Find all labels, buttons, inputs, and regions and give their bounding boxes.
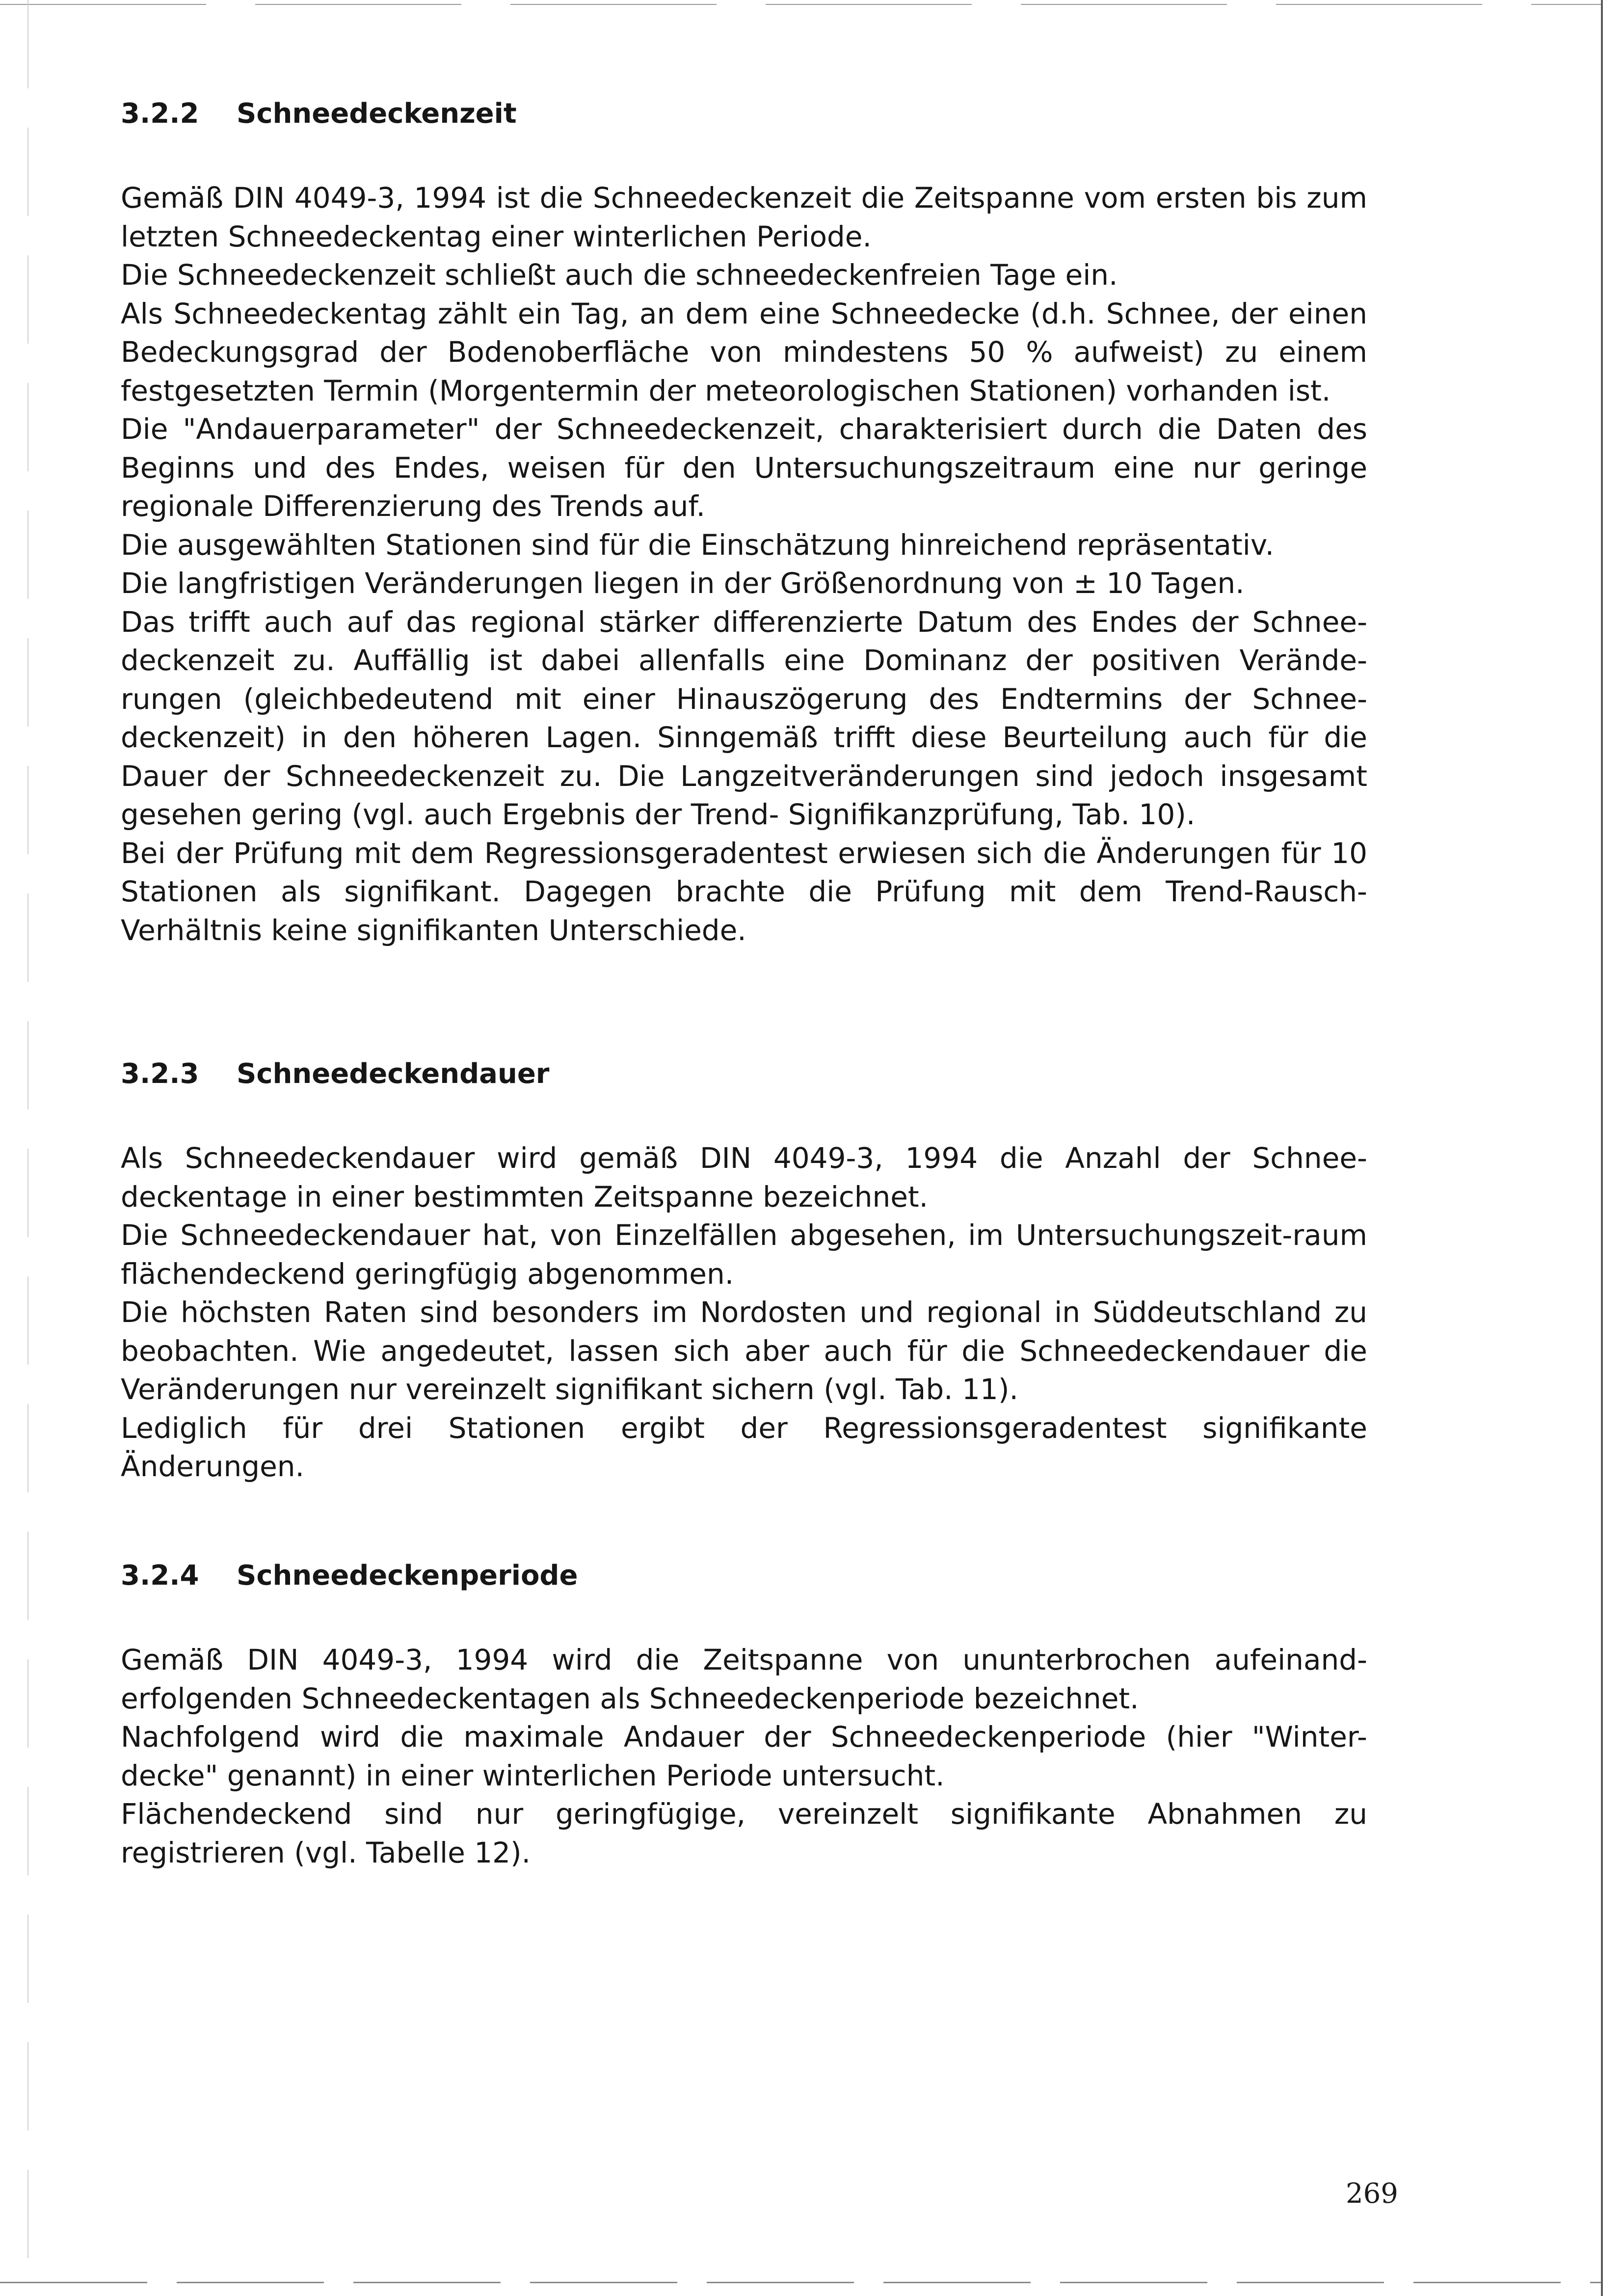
paragraph: Als Schneedeckendauer wird gemäß DIN 4049-3, 1994 die Anzahl der Schnee-deckentage in einer bestimmten Zeitspanne bezeichnet. [121, 1141, 1367, 1214]
scan-edge-right [1601, 0, 1603, 2296]
section-body-schneedeckenzeit [121, 179, 1367, 949]
scan-edge-bottom [0, 2282, 1601, 2283]
paragraph: Die langfristigen Veränderungen liegen in der Größenordnung von ± 10 Tagen. [121, 567, 1245, 600]
section-number: 3.2.2 [121, 98, 199, 130]
paragraph: Lediglich für drei Stationen ergibt der Regressionsgeradentest signifikante Änderungen. [121, 1411, 1367, 1483]
page-number: 269 [1346, 2178, 1398, 2210]
section-body-schneedeckenperiode [121, 1641, 1367, 1872]
section-body-schneedeckendauer [121, 1139, 1367, 1486]
paragraph: Flächendeckend sind nur geringfügige, vereinzelt signifikante Abnahmen zu registrieren (vgl. Tabelle 12). [121, 1797, 1367, 1869]
section-heading-schneedeckendauer [121, 1054, 549, 1094]
paragraph: Das trifft auch auf das regional stärker differenzierte Datum des Endes der Schnee-deckenzeit zu. Auffällig ist dabei allenfalls eine Dominanz der positiven Verände-rungen (gleichbedeutend mit einer Hinauszögerung des Endtermins der Schnee-deckenzeit) in den höheren Lagen. Sinngemäß trifft diese Beurteilung auch für die Dauer der Schneedeckenzeit zu. Die Langzeitveränderungen sind jedoch insgesamt gesehen gering (vgl. auch Ergebnis der Trend- Signifikanzprüfung, Tab. 10). [121, 605, 1367, 831]
paragraph: Die ausgewählten Stationen sind für die Einschätzung hinreichend repräsentativ. [121, 528, 1275, 562]
scan-edge-left [27, 0, 28, 2296]
section-title: Schneedeckenzeit [237, 98, 517, 130]
paragraph: Gemäß DIN 4049-3, 1994 wird die Zeitspanne von ununterbrochen aufeinand-erfolgenden Schneedeckentagen als Schneedeckenperiode bezeichnet. [121, 1643, 1367, 1715]
paragraph: Als Schneedeckentag zählt ein Tag, an dem eine Schneedecke (d.h. Schnee, der einen Bedeckungsgrad der Bodenoberfläche von mindestens 50 % aufweist) zu einem festgesetzten Termin (Morgentermin der meteorologischen Stationen) vorhanden ist. [121, 297, 1367, 407]
section-heading-schneedeckenperiode [121, 1556, 578, 1595]
section-title: Schneedeckenperiode [237, 1560, 578, 1592]
paragraph: Die "Andauerparameter" der Schneedeckenzeit, charakterisiert durch die Daten des Beginns und des Endes, weisen für den Untersuchungszeitraum eine nur geringe regionale Differenzierung des Trends auf. [121, 412, 1367, 523]
paragraph: Die Schneedeckenzeit schließt auch die schneedeckenfreien Tage ein. [121, 258, 1118, 292]
paragraph: Die Schneedeckendauer hat, von Einzelfällen abgesehen, im Untersuchungszeit-raum flächendeckend geringfügig abgenommen. [121, 1218, 1367, 1291]
section-heading-schneedeckenzeit [121, 94, 517, 134]
paragraph: Nachfolgend wird die maximale Andauer der Schneedeckenperiode (hier "Winter-decke" genannt) in einer winterlichen Periode untersucht. [121, 1720, 1367, 1792]
paragraph: Die höchsten Raten sind besonders im Nordosten und regional in Süddeutschland zu beobachten. Wie angedeutet, lassen sich aber auch für die Schneedeckendauer die Veränderungen nur vereinzelt signifikant sichern (vgl. Tab. 11). [121, 1296, 1367, 1406]
section-number: 3.2.3 [121, 1058, 199, 1090]
scan-edge-top [0, 4, 1601, 5]
paragraph: Bei der Prüfung mit dem Regressionsgeradentest erwiesen sich die Änderungen für 10 Stationen als signifikant. Dagegen brachte die Prüfung mit dem Trend-Rausch-Verhältnis keine signifikanten Unterschiede. [121, 836, 1367, 947]
section-title: Schneedeckendauer [237, 1058, 550, 1090]
paragraph: Gemäß DIN 4049-3, 1994 ist die Schneedeckenzeit die Zeitspanne vom ersten bis zum letzten Schneedeckentag einer winterlichen Periode. [121, 181, 1367, 253]
section-number: 3.2.4 [121, 1560, 199, 1592]
